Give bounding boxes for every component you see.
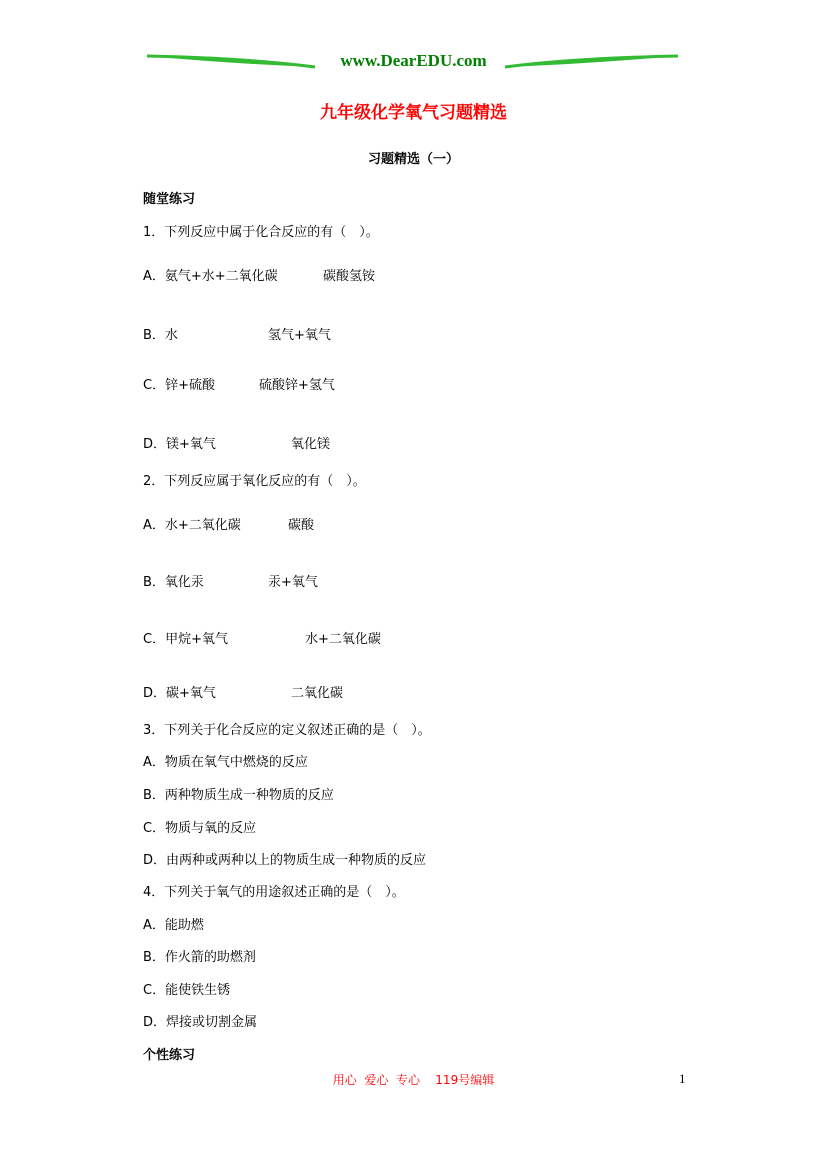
question-2-option-b-product: 汞+氧气 bbox=[268, 575, 318, 590]
question-4-option-b: B．作火箭的助燃剂 bbox=[143, 950, 256, 965]
site-header bbox=[0, 51, 827, 71]
question-2-option-a: A．水+二氧化碳 bbox=[143, 518, 241, 533]
question-2-option-d-product: 二氧化碳 bbox=[291, 686, 344, 701]
question-4-option-c: C．能使铁生锈 bbox=[143, 983, 231, 998]
page-number: 1 bbox=[679, 1071, 686, 1086]
question-2-stem: 2．下列反应属于氧化反应的有（ ）。 bbox=[143, 474, 366, 489]
question-2-option-b: B．氧化汞 bbox=[143, 575, 204, 590]
question-3-stem: 3．下列关于化合反应的定义叙述正确的是（ ）。 bbox=[143, 723, 431, 738]
question-2-option-d: D．碳+氧气 bbox=[143, 686, 216, 701]
question-4-option-a: A．能助燃 bbox=[143, 918, 204, 933]
site-name: www.DearEDU.com bbox=[336, 51, 490, 70]
question-3-option-a: A．物质在氧气中燃烧的反应 bbox=[143, 755, 308, 770]
question-1-stem: 1．下列反应中属于化合反应的有（ ）。 bbox=[143, 225, 379, 240]
document-subtitle: 习题精选（一） bbox=[367, 152, 459, 167]
question-1-option-a: A．氨气+水+二氧化碳 bbox=[143, 269, 278, 284]
question-2-option-a-product: 碳酸 bbox=[288, 518, 315, 533]
question-1-option-d: D．镁+氧气 bbox=[143, 437, 216, 452]
question-1-option-d-product: 氧化镁 bbox=[291, 437, 331, 452]
question-4-stem: 4．下列关于氧气的用途叙述正确的是（ ）。 bbox=[143, 885, 405, 900]
question-1-option-a-product: 碳酸氢铵 bbox=[323, 269, 376, 284]
question-3-option-b: B．两种物质生成一种物质的反应 bbox=[143, 788, 334, 803]
section-heading-practice: 随堂练习 bbox=[143, 192, 196, 207]
question-1-option-c-product: 硫酸锌+氢气 bbox=[259, 378, 335, 393]
question-1-option-c: C．锌+硫酸 bbox=[143, 378, 215, 393]
question-2-option-c: C．甲烷+氧气 bbox=[143, 632, 228, 647]
question-1-option-b-product: 氢气+氧气 bbox=[268, 328, 331, 343]
section-heading-personal: 个性练习 bbox=[143, 1048, 196, 1063]
document-title: 九年级化学氧气习题精选 bbox=[320, 103, 507, 123]
question-4-option-d: D．焊接或切割金属 bbox=[143, 1015, 258, 1030]
page-footer: 用心 爱心 专心 119号编辑 bbox=[332, 1073, 495, 1087]
question-2-option-c-product: 水+二氧化碳 bbox=[305, 632, 381, 647]
question-1-option-b: B．水 bbox=[143, 328, 178, 343]
question-3-option-d: D．由两种或两种以上的物质生成一种物质的反应 bbox=[143, 853, 427, 868]
question-3-option-c: C．物质与氧的反应 bbox=[143, 821, 257, 836]
